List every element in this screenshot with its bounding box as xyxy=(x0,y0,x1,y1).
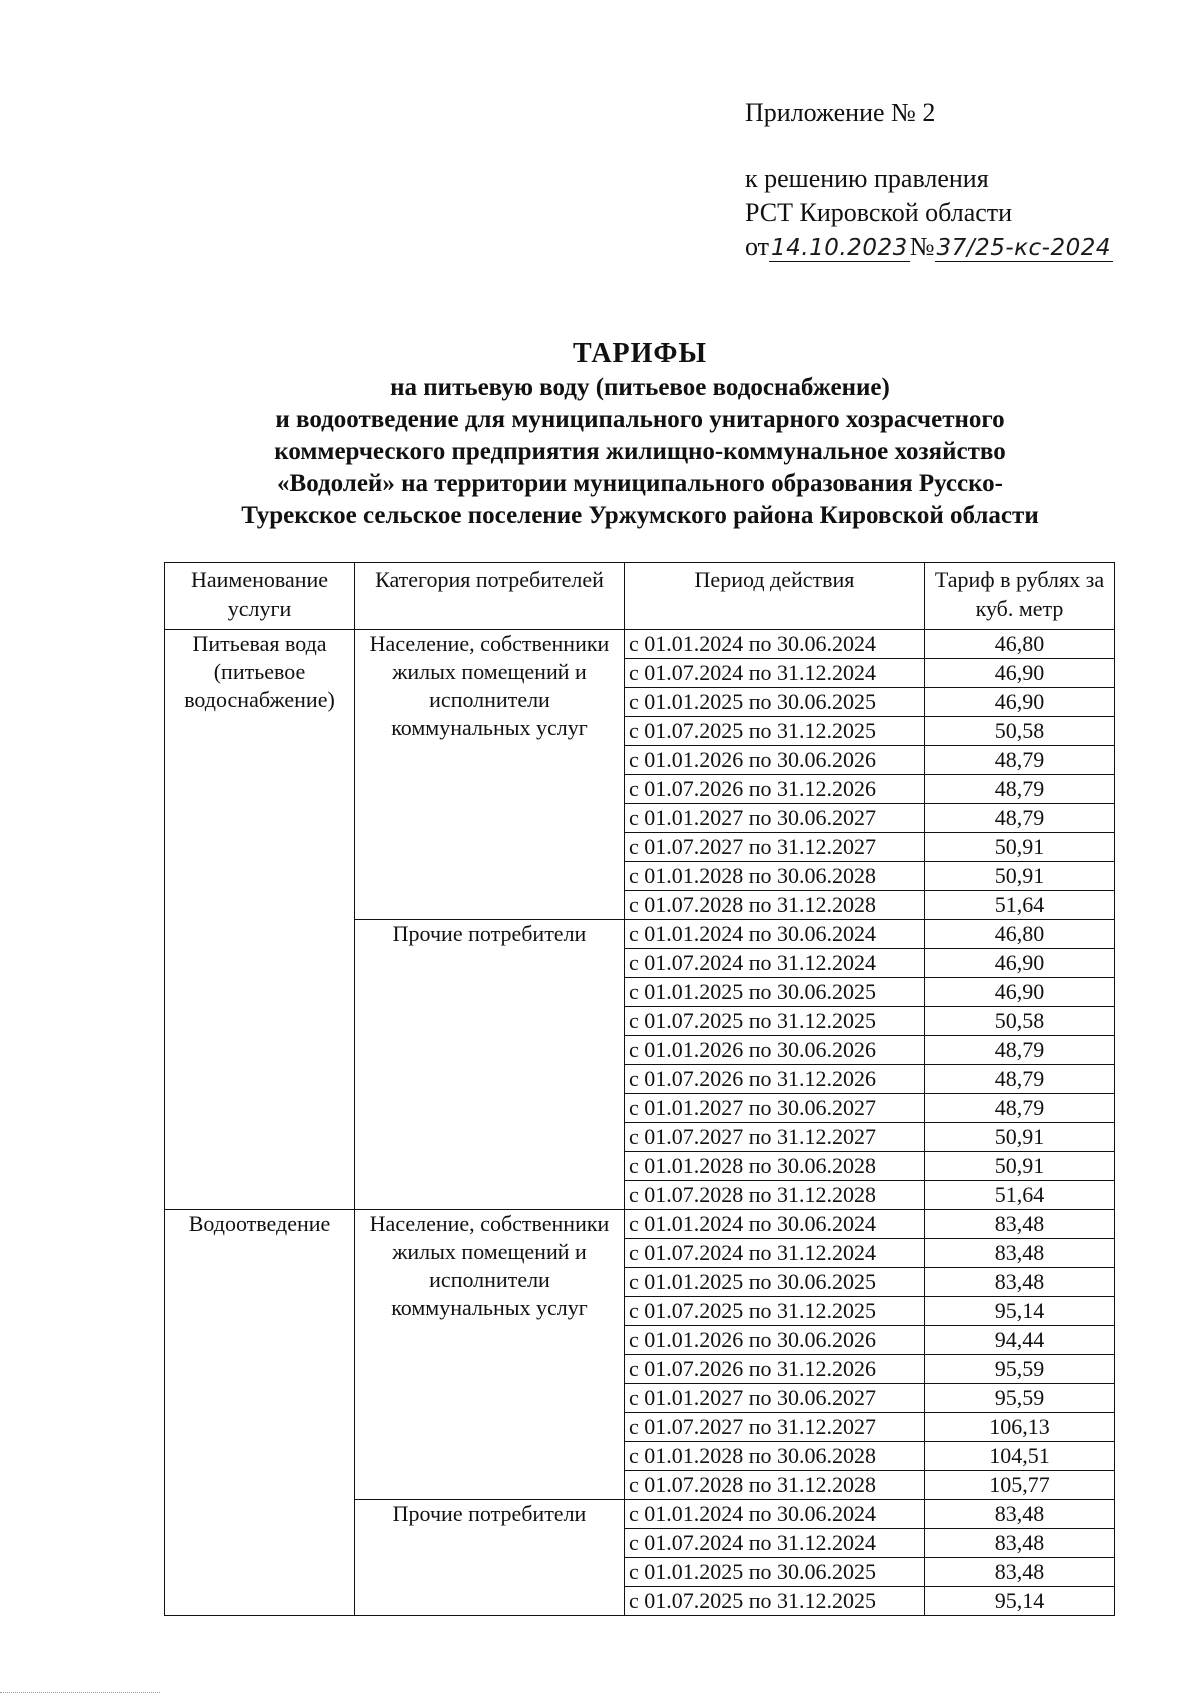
title-line: и водоотведение для муниципального унитарного хозрасчетного xyxy=(275,406,1005,433)
header-period: Период действия xyxy=(625,563,925,630)
tariff-value-cell: 104,51 xyxy=(925,1442,1115,1471)
period-cell: с 01.01.2028 по 30.06.2028 xyxy=(625,1442,925,1471)
tariff-value-cell: 83,48 xyxy=(925,1268,1115,1297)
period-cell: с 01.01.2024 по 30.06.2024 xyxy=(625,630,925,659)
period-cell: с 01.01.2025 по 30.06.2025 xyxy=(625,688,925,717)
tariff-value-cell: 83,48 xyxy=(925,1210,1115,1239)
tariff-value-cell: 50,58 xyxy=(925,717,1115,746)
period-cell: с 01.07.2026 по 31.12.2026 xyxy=(625,775,925,804)
period-cell: с 01.01.2028 по 30.06.2028 xyxy=(625,862,925,891)
tariff-value-cell: 50,91 xyxy=(925,1123,1115,1152)
tariff-value-cell: 50,91 xyxy=(925,1152,1115,1181)
table-row xyxy=(165,630,1115,659)
header-service: Наименование услуги xyxy=(165,563,355,630)
period-cell: с 01.07.2024 по 31.12.2024 xyxy=(625,659,925,688)
period-cell: с 01.01.2025 по 30.06.2025 xyxy=(625,978,925,1007)
period-cell: с 01.07.2028 по 31.12.2028 xyxy=(625,1471,925,1500)
title-line: «Водолей» на территории муниципального образования Русско- xyxy=(277,470,1003,497)
date-prefix: от xyxy=(745,232,770,261)
tariff-value-cell: 50,58 xyxy=(925,1007,1115,1036)
tariff-value-cell: 46,90 xyxy=(925,978,1115,1007)
tariff-value-cell: 48,79 xyxy=(925,1065,1115,1094)
period-cell: с 01.01.2025 по 30.06.2025 xyxy=(625,1268,925,1297)
tariff-value-cell: 51,64 xyxy=(925,891,1115,920)
tariffs-table xyxy=(164,562,1115,1616)
title-line: коммерческого предприятия жилищно-коммунальное хозяйство xyxy=(274,438,1006,465)
appendix-number: Приложение № 2 xyxy=(745,98,936,127)
period-cell: с 01.07.2028 по 31.12.2028 xyxy=(625,1181,925,1210)
tariff-value-cell: 105,77 xyxy=(925,1471,1115,1500)
period-cell: с 01.01.2026 по 30.06.2026 xyxy=(625,746,925,775)
period-cell: с 01.07.2025 по 31.12.2025 xyxy=(625,1007,925,1036)
table-header-row xyxy=(165,563,1115,630)
period-cell: с 01.07.2024 по 31.12.2024 xyxy=(625,1239,925,1268)
period-cell: с 01.01.2024 по 30.06.2024 xyxy=(625,1500,925,1529)
period-cell: с 01.07.2025 по 31.12.2025 xyxy=(625,1587,925,1616)
period-cell: с 01.01.2027 по 30.06.2027 xyxy=(625,1384,925,1413)
period-cell: с 01.01.2024 по 30.06.2024 xyxy=(625,920,925,949)
header-tariff: Тариф в рублях за куб. метр xyxy=(925,563,1115,630)
decision-line-1: к решению правления xyxy=(745,164,989,193)
table-row xyxy=(165,1210,1115,1239)
tariff-value-cell: 83,48 xyxy=(925,1558,1115,1587)
appendix-block xyxy=(745,96,1113,265)
tariff-value-cell: 50,91 xyxy=(925,833,1115,862)
tariff-value-cell: 95,14 xyxy=(925,1297,1115,1326)
period-cell: с 01.01.2025 по 30.06.2025 xyxy=(625,1558,925,1587)
period-cell: с 01.07.2024 по 31.12.2024 xyxy=(625,1529,925,1558)
tariff-value-cell: 83,48 xyxy=(925,1500,1115,1529)
tariff-value-cell: 95,59 xyxy=(925,1384,1115,1413)
service-name-cell: Водоотведение xyxy=(165,1210,355,1616)
handwritten-number: 37/25-кс-2024 xyxy=(936,235,1111,261)
period-cell: с 01.01.2027 по 30.06.2027 xyxy=(625,1094,925,1123)
tariff-value-cell: 46,90 xyxy=(925,659,1115,688)
tariff-value-cell: 46,90 xyxy=(925,949,1115,978)
period-cell: с 01.01.2024 по 30.06.2024 xyxy=(625,1210,925,1239)
period-cell: с 01.01.2028 по 30.06.2028 xyxy=(625,1152,925,1181)
period-cell: с 01.01.2026 по 30.06.2026 xyxy=(625,1326,925,1355)
period-cell: с 01.07.2025 по 31.12.2025 xyxy=(625,717,925,746)
tariff-value-cell: 50,91 xyxy=(925,862,1115,891)
period-cell: с 01.07.2027 по 31.12.2027 xyxy=(625,1413,925,1442)
tariff-value-cell: 83,48 xyxy=(925,1529,1115,1558)
title-line: Турекское сельское поселение Уржумского района Кировской области xyxy=(241,502,1039,529)
period-cell: с 01.01.2026 по 30.06.2026 xyxy=(625,1036,925,1065)
title-main: ТАРИФЫ xyxy=(573,338,707,369)
tariff-value-cell: 46,80 xyxy=(925,630,1115,659)
period-cell: с 01.07.2027 по 31.12.2027 xyxy=(625,1123,925,1152)
tariffs-table-body xyxy=(165,630,1115,1616)
period-cell: с 01.07.2025 по 31.12.2025 xyxy=(625,1297,925,1326)
tariff-value-cell: 51,64 xyxy=(925,1181,1115,1210)
tariff-value-cell: 48,79 xyxy=(925,775,1115,804)
tariff-value-cell: 94,44 xyxy=(925,1326,1115,1355)
tariff-value-cell: 48,79 xyxy=(925,1036,1115,1065)
consumer-category-cell: Прочие потребители xyxy=(355,920,625,1210)
header-category: Категория потребителей xyxy=(355,563,625,630)
decision-line-2: РСТ Кировской области xyxy=(745,198,1013,227)
consumer-category-cell: Прочие потребители xyxy=(355,1500,625,1616)
tariff-value-cell: 48,79 xyxy=(925,1094,1115,1123)
tariff-value-cell: 83,48 xyxy=(925,1239,1115,1268)
period-cell: с 01.07.2027 по 31.12.2027 xyxy=(625,833,925,862)
handwritten-date: 14.10.2023 xyxy=(771,235,908,261)
tariff-value-cell: 95,14 xyxy=(925,1587,1115,1616)
number-prefix: № xyxy=(909,232,935,261)
consumer-category-cell: Население, собственники жилых помещений и исполнители коммунальных услуг xyxy=(355,630,625,920)
tariff-value-cell: 48,79 xyxy=(925,746,1115,775)
period-cell: с 01.07.2026 по 31.12.2026 xyxy=(625,1355,925,1384)
service-name-cell: Питьевая вода (питьевое водоснабжение) xyxy=(165,630,355,1210)
period-cell: с 01.07.2024 по 31.12.2024 xyxy=(625,949,925,978)
period-cell: с 01.07.2026 по 31.12.2026 xyxy=(625,1065,925,1094)
tariff-value-cell: 48,79 xyxy=(925,804,1115,833)
tariff-value-cell: 46,80 xyxy=(925,920,1115,949)
footer-divider xyxy=(0,1692,160,1693)
title-line: на питьевую воду (питьевое водоснабжение) xyxy=(390,374,890,401)
tariff-value-cell: 46,90 xyxy=(925,688,1115,717)
period-cell: с 01.07.2028 по 31.12.2028 xyxy=(625,891,925,920)
period-cell: с 01.01.2027 по 30.06.2027 xyxy=(625,804,925,833)
tariff-value-cell: 95,59 xyxy=(925,1355,1115,1384)
decision-date-line xyxy=(745,230,1113,265)
document-title xyxy=(150,336,1130,532)
tariff-value-cell: 106,13 xyxy=(925,1413,1115,1442)
consumer-category-cell: Население, собственники жилых помещений и исполнители коммунальных услуг xyxy=(355,1210,625,1500)
